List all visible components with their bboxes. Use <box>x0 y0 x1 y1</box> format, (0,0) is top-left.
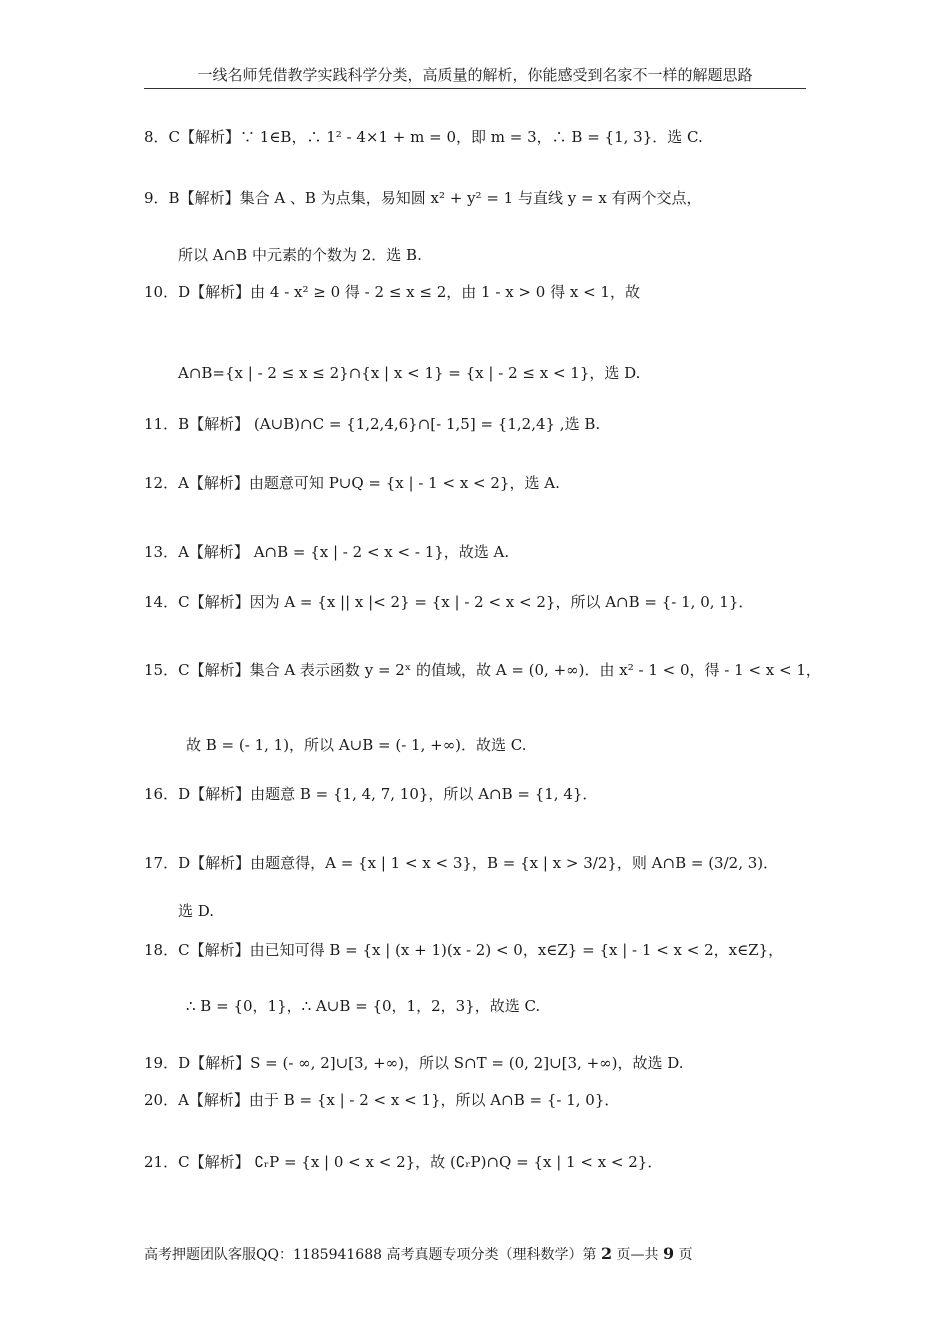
answer-line-13: 13．A【解析】 A∩B = {x | - 2 < x < - 1}，故选 A. <box>144 543 510 561</box>
footer-text: 高考押题团队客服QQ：1185941688 高考真题专项分类（理科数学）第 <box>144 1247 601 1263</box>
footer-text-mid: 页—共 <box>612 1247 663 1263</box>
answer-line-8: 8．C【解析】∵ 1∈B，∴ 1² - 4×1 + m = 0，即 m = 3，∴ B = {1, 3}．选 C. <box>144 128 703 146</box>
answer-line-15: 15．C【解析】集合 A 表示函数 y = 2ˣ 的值域，故 A = (0, +∞)．由 x² - 1 < 0，得 - 1 < x < 1， <box>144 661 821 679</box>
answer-line-10-cont: A∩B={x | - 2 ≤ x ≤ 2}∩{x | x < 1} = {x | - 2 ≤ x < 1}，选 D. <box>178 364 641 382</box>
answer-line-10: 10．D【解析】由 4 - x² ≥ 0 得 - 2 ≤ x ≤ 2，由 1 - x > 0 得 x < 1，故 <box>144 283 640 301</box>
answer-line-19: 19．D【解析】S = (- ∞, 2]∪[3, +∞)，所以 S∩T = (0, 2]∪[3, +∞)，故选 D. <box>144 1054 684 1072</box>
answer-line-11: 11．B【解析】 (A∪B)∩C = {1,2,4,6}∩[- 1,5] = {1,2,4} ,选 B. <box>144 415 601 433</box>
answer-line-16: 16．D【解析】由题意 B = {1, 4, 7, 10}，所以 A∩B = {1, 4}． <box>144 785 598 803</box>
answer-line-18-cont: ∴ B = {0，1}，∴ A∪B = {0，1，2，3}，故选 C. <box>186 997 541 1015</box>
header-divider <box>144 88 806 89</box>
footer-page-total: 9 <box>662 1244 675 1263</box>
answer-line-21: 21．C【解析】 ∁ᵣP = {x | 0 < x < 2}，故 (∁ᵣP)∩Q = {x | 1 < x < 2}． <box>144 1153 663 1171</box>
answer-line-9: 9．B【解析】集合 A 、B 为点集，易知圆 x² + y² = 1 与直线 y = x 有两个交点， <box>144 189 702 207</box>
answer-line-17: 17．D【解析】由题意得，A = {x | 1 < x < 3}，B = {x | x > 3/2}，则 A∩B = (3/2, 3)． <box>144 854 779 872</box>
page-footer <box>144 1244 806 1264</box>
answer-line-18: 18．C【解析】由已知可得 B = {x | (x + 1)(x - 2) < 0，x∈Z} = {x | - 1 < x < 2，x∈Z}， <box>144 941 784 959</box>
answer-line-14: 14．C【解析】因为 A = {x || x |< 2} = {x | - 2 < x < 2}，所以 A∩B = {- 1, 0, 1}． <box>144 593 754 611</box>
answer-line-15-cont: 故 B = (- 1, 1)，所以 A∪B = (- 1, +∞)．故选 C. <box>186 736 527 754</box>
footer-page-current: 2 <box>600 1244 613 1263</box>
footer-text-end: 页 <box>674 1247 693 1263</box>
answer-line-17-cont: 选 D. <box>178 902 215 920</box>
answer-line-9-cont: 所以 A∩B 中元素的个数为 2．选 B. <box>178 246 422 264</box>
answer-line-12: 12．A【解析】由题意可知 P∪Q = {x | - 1 < x < 2}，选 A. <box>144 474 560 492</box>
answer-line-20: 20．A【解析】由于 B = {x | - 2 < x < 1}，所以 A∩B = {- 1, 0}． <box>144 1091 620 1109</box>
page-header: 一线名师凭借教学实践科学分类，高质量的解析，你能感受到名家不一样的解题思路 <box>197 66 753 84</box>
